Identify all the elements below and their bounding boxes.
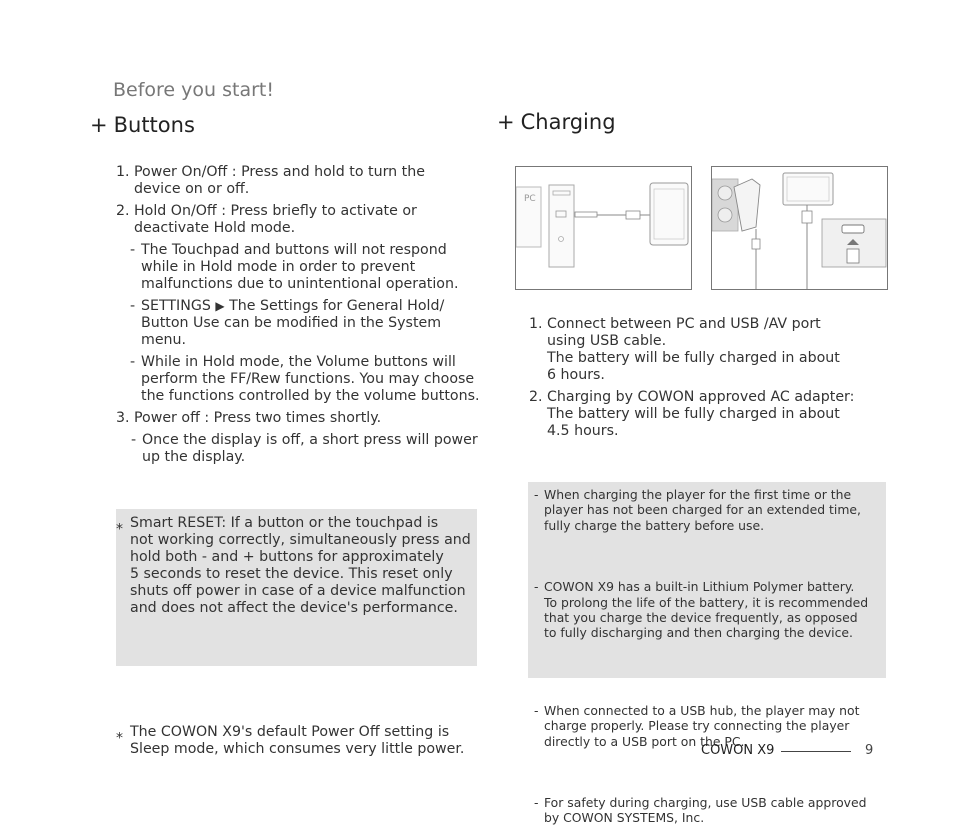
pc-charging-drawing bbox=[516, 167, 691, 289]
pc-label: PC bbox=[524, 194, 536, 204]
list-item-number: 2. bbox=[529, 389, 543, 405]
buttons-heading bbox=[90, 113, 195, 137]
note-text: The COWON X9's default Power Off setting is Sleep mode, which consumes very little power. bbox=[130, 724, 465, 757]
page-number: 9 bbox=[865, 743, 874, 758]
asterisk-icon: ⁎ bbox=[116, 726, 123, 742]
list-item-text: While in Hold mode, the Volume buttons will perform the FF/Rew functions. You may choose the functions controlled by the volume buttons. bbox=[141, 354, 480, 404]
note-dash: - bbox=[534, 487, 539, 502]
charging-heading bbox=[497, 110, 616, 134]
note-text: COWON X9 has a built-in Lithium Polymer battery. To prolong the life of the battery, it is recommended that you charge the device frequently, as opposed to fully discharging and then charging the device. bbox=[544, 579, 869, 641]
smart-reset-note-box bbox=[116, 509, 477, 757]
list-item-text: Power off : Press two times shortly. bbox=[134, 410, 382, 426]
note-item bbox=[528, 487, 900, 533]
note-text: Smart RESET: If a button or the touchpad is not working correctly, simultaneously press and hold both - and + buttons for approximately 5 seconds to reset the device. This reset only shuts off power in case of a device malfunction and does not affect the device's performance. bbox=[130, 515, 471, 616]
charging-notes-box bbox=[528, 482, 886, 826]
charging-heading-plus: + bbox=[497, 110, 515, 134]
list-item-text: Power On/Off : Press and hold to turn the device on or off. bbox=[134, 164, 425, 197]
buttons-heading-text: Buttons bbox=[113, 113, 195, 137]
note-item bbox=[116, 724, 485, 758]
list-item-text bbox=[141, 298, 481, 349]
settings-label: SETTINGS bbox=[141, 298, 211, 314]
list-item-number: 2. bbox=[116, 203, 130, 219]
footer-brand: COWON X9 bbox=[701, 743, 775, 758]
buttons-heading-plus: + bbox=[90, 113, 108, 137]
list-item-text: The Touchpad and buttons will not respond while in Hold mode in order to prevent malfunctions due to unintentional operation. bbox=[141, 242, 459, 292]
note-dash: - bbox=[534, 579, 539, 595]
list-item-number: 3. bbox=[116, 410, 130, 426]
list-item-dash: - bbox=[130, 354, 136, 370]
note-dash: - bbox=[534, 795, 539, 811]
note-dash: - bbox=[534, 702, 539, 718]
list-item-dash: - bbox=[130, 298, 136, 314]
list-item-text: Once the display is off, a short press will power up the display. bbox=[142, 432, 478, 465]
asterisk-icon: ⁎ bbox=[116, 517, 123, 533]
ac-charging-drawing bbox=[712, 167, 887, 289]
list-item-dash: - bbox=[130, 242, 136, 258]
footer-divider bbox=[781, 751, 851, 752]
list-item-dash: - bbox=[131, 432, 137, 448]
note-text: When connected to a USB hub, the player may not charge properly. Please try connecting the player directly to a USB port on the PC. bbox=[544, 702, 860, 749]
note-text: When charging the player for the first time or the player has not been charged for an extended time, fully charge the battery before use. bbox=[544, 487, 861, 533]
pc-charging-illustration bbox=[515, 166, 692, 290]
note-item bbox=[528, 795, 900, 826]
ac-adapter-charging-illustration bbox=[711, 166, 888, 290]
list-item-text: Hold On/Off : Press briefly to activate or deactivate Hold mode. bbox=[134, 203, 417, 236]
note-item bbox=[116, 515, 485, 617]
note-text: For safety during charging, use USB cable approved by COWON SYSTEMS, Inc. bbox=[544, 795, 867, 826]
section-title: Before you start! bbox=[113, 79, 274, 101]
list-item-number: 1. bbox=[116, 164, 130, 180]
play-arrow-icon: ▶ bbox=[215, 299, 225, 313]
list-item-text: Connect between PC and USB /AV port using USB cable. The battery will be fully charged in about 6 hours. bbox=[547, 316, 840, 383]
note-item bbox=[528, 579, 900, 641]
list-item-text: Charging by COWON approved AC adapter: The battery will be fully charged in about 4.5 hours. bbox=[547, 389, 855, 439]
list-item-number: 1. bbox=[529, 316, 543, 332]
settings-text: The Settings for General Hold/ Button Use can be modified in the System menu. bbox=[141, 298, 445, 348]
charging-heading-text: Charging bbox=[520, 110, 616, 134]
